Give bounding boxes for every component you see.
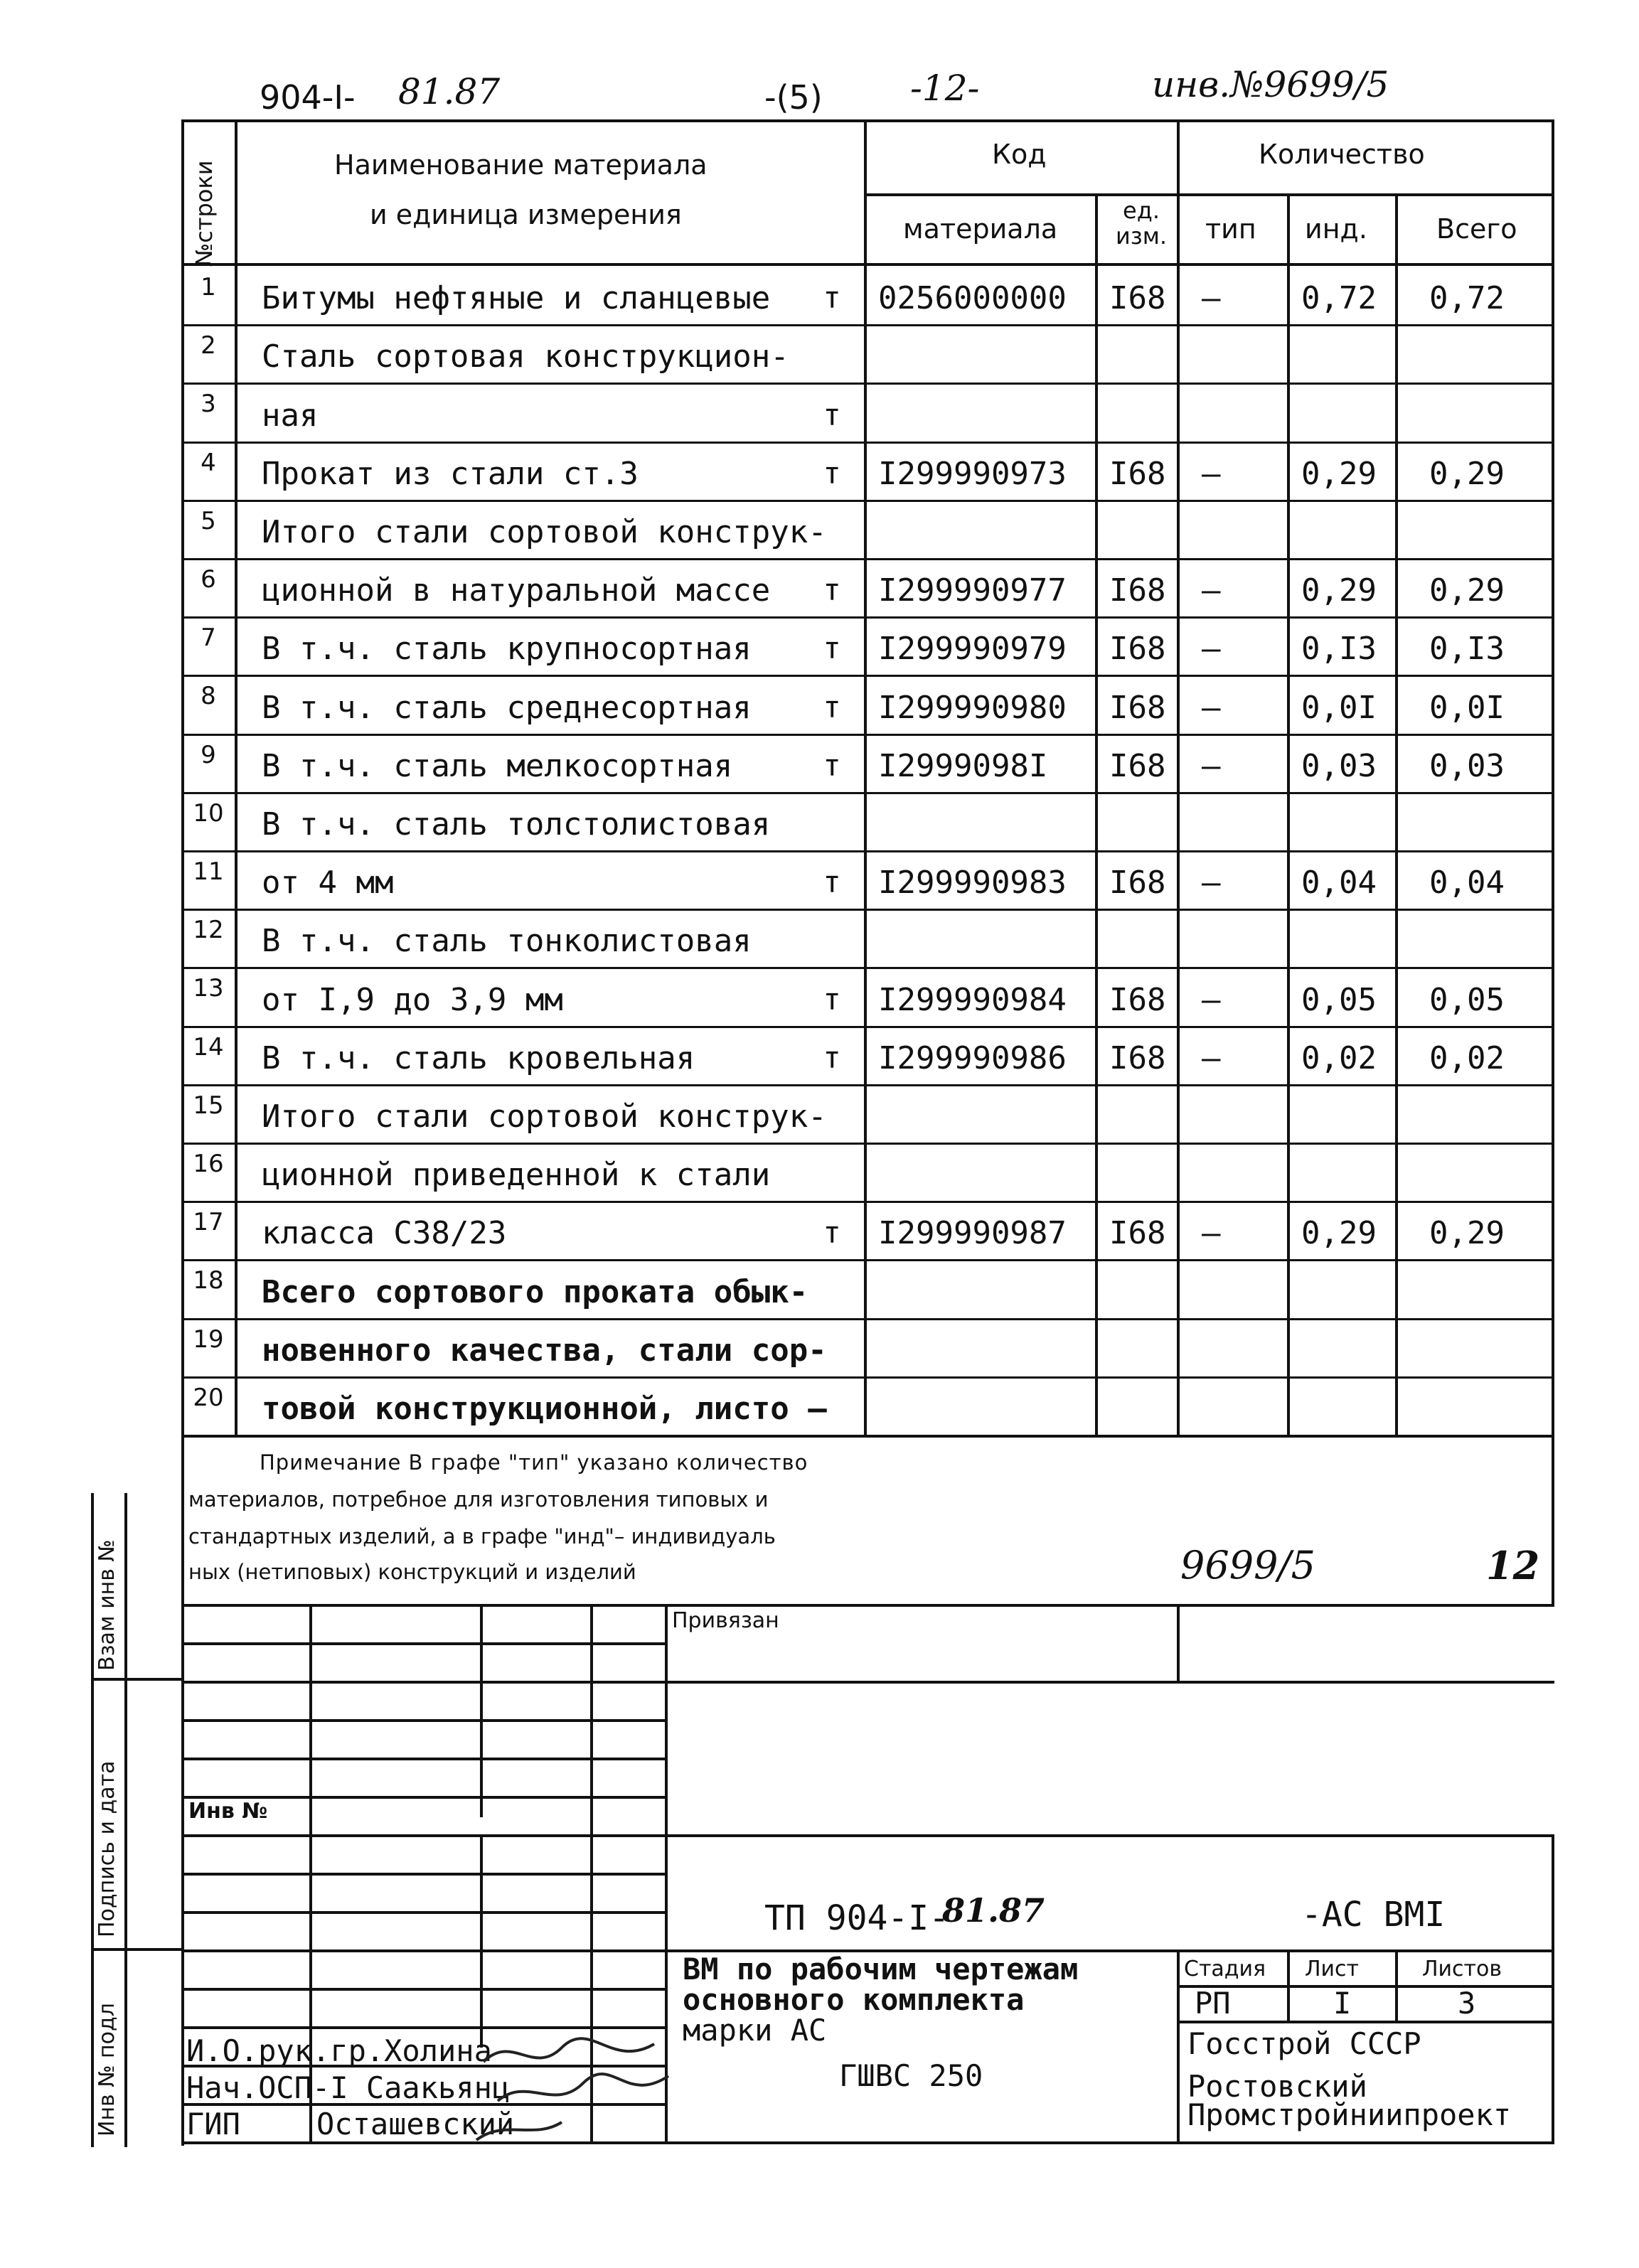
row-number: 9 <box>201 740 216 769</box>
stage-value: РП <box>1195 1986 1231 2021</box>
row-number: 7 <box>201 624 216 653</box>
unit-of-measure: т <box>823 631 841 666</box>
total-quantity: 0,29 <box>1429 1215 1505 1252</box>
material-name: Итого стали сортовой конструк- <box>262 514 827 550</box>
material-code: I299990987 <box>878 1215 1067 1252</box>
unit-code: I68 <box>1109 455 1166 492</box>
row-number: 14 <box>193 1032 224 1061</box>
row-number: 2 <box>201 331 216 360</box>
material-code: I299990980 <box>878 689 1067 726</box>
unit-of-measure: т <box>823 865 841 900</box>
material-name: от I,9 до 3,9 мм <box>262 981 563 1018</box>
part-number: -(5) <box>764 78 823 117</box>
row-number: 3 <box>201 390 216 419</box>
archive-number-handwritten: 9699/5 <box>1180 1543 1315 1588</box>
material-name: Всего сортового проката обык- <box>262 1273 808 1310</box>
material-name: ционной в натуральной массе <box>262 572 771 609</box>
row-number: 1 <box>201 273 216 301</box>
material-name: В т.ч. сталь крупносортная <box>262 631 752 668</box>
type-header: тип <box>1205 213 1256 245</box>
inv-original-label: Инв № подл <box>95 2003 119 2136</box>
material-name: Битумы нефтяные и сланцевые <box>262 280 771 317</box>
unit-code: I68 <box>1109 747 1166 784</box>
material-name: Итого стали сортовой конструк- <box>262 1098 827 1135</box>
document-mark: -АС ВМI <box>1301 1895 1446 1935</box>
individual-quantity: 0,0I <box>1301 689 1377 726</box>
material-name: Прокат из стали ст.3 <box>262 455 639 492</box>
individual-quantity: 0,I3 <box>1301 631 1377 668</box>
row-number: 13 <box>193 974 224 1003</box>
unit-of-measure: т <box>823 280 841 316</box>
unit-of-measure: т <box>823 1215 841 1251</box>
row-number: 15 <box>193 1091 224 1120</box>
signature-row-2: Нач.ОСП-I Саакьянц <box>186 2070 511 2105</box>
total-header: Всего <box>1436 213 1517 245</box>
unit-of-measure: т <box>823 455 841 491</box>
material-name: Сталь сортовая конструкцион- <box>262 338 789 375</box>
signature-row-3-name: Осташевский <box>316 2107 515 2141</box>
total-quantity: 0,72 <box>1429 280 1505 317</box>
material-name: В т.ч. сталь толстолистовая <box>262 806 771 843</box>
title-line3: марки АС <box>683 2013 827 2048</box>
row-number: 5 <box>201 506 216 535</box>
note-line2: материалов, потребное для изготовления типовых и <box>188 1487 769 1512</box>
sheets-value: 3 <box>1458 1986 1476 2021</box>
sheet-label: Лист <box>1305 1957 1360 1981</box>
material-code: I299990973 <box>878 455 1067 492</box>
type-quantity: – <box>1202 865 1221 902</box>
material-code: I299990979 <box>878 631 1067 668</box>
unit-of-measure: т <box>823 397 841 432</box>
material-name: В т.ч. сталь кровельная <box>262 1039 695 1076</box>
unit-of-measure: т <box>823 747 841 783</box>
title-line2: основного комплекта <box>683 1982 1025 2017</box>
attached-label: Привязан <box>672 1608 779 1633</box>
unit-code: I68 <box>1109 689 1166 726</box>
total-quantity: 0,29 <box>1429 455 1505 492</box>
page-number-handwritten: -12- <box>910 68 980 109</box>
unit-code: I68 <box>1109 1215 1166 1252</box>
unit-of-measure: т <box>823 689 841 724</box>
code-header: Код <box>992 139 1047 170</box>
row-number: 4 <box>201 448 216 477</box>
total-quantity: 0,0I <box>1429 689 1505 726</box>
type-quantity: – <box>1202 1039 1221 1076</box>
type-quantity: – <box>1202 280 1221 317</box>
signature-row-3-role: ГИП <box>186 2107 240 2141</box>
sheet-value: I <box>1333 1986 1352 2021</box>
note-line3: стандартных изделий, а в графе "инд"– индивидуаль <box>188 1524 776 1548</box>
project-code: ТП 904-I- <box>764 1898 950 1938</box>
signature-date-label: Подпись и дата <box>95 1760 119 1937</box>
total-quantity: 0,04 <box>1429 865 1505 902</box>
type-quantity: – <box>1202 747 1221 784</box>
organization-line2: Ростовский <box>1187 2069 1367 2104</box>
individual-quantity: 0,03 <box>1301 747 1377 784</box>
title-line1: ВМ по рабочим чертежам <box>683 1952 1079 1986</box>
row-number: 20 <box>193 1383 224 1412</box>
total-quantity: 0,02 <box>1429 1039 1505 1076</box>
type-quantity: – <box>1202 455 1221 492</box>
material-code-header: материала <box>903 213 1058 245</box>
row-number: 19 <box>193 1325 224 1354</box>
type-quantity: – <box>1202 631 1221 668</box>
row-number: 16 <box>193 1150 224 1178</box>
material-code: I299990983 <box>878 865 1067 902</box>
sheets-label: Листов <box>1422 1957 1502 1981</box>
material-name: класса С38/23 <box>262 1215 507 1252</box>
material-name: от 4 мм <box>262 865 394 902</box>
individual-quantity: 0,29 <box>1301 572 1377 609</box>
material-code: I299990986 <box>878 1039 1067 1076</box>
row-number: 17 <box>193 1208 224 1237</box>
unit-of-measure: т <box>823 1039 841 1075</box>
material-name: новенного качества, стали сор- <box>262 1332 827 1369</box>
type-quantity: – <box>1202 981 1221 1018</box>
signature-row-1: И.О.рук.гр.Холина <box>186 2033 492 2068</box>
note-line1: Примечание В графе "тип" указано количество <box>260 1450 808 1475</box>
project-code-handwritten: 81.87 <box>942 1891 1045 1930</box>
quantity-header: Количество <box>1259 139 1425 170</box>
material-code: I299990977 <box>878 572 1067 609</box>
individual-quantity: 0,72 <box>1301 280 1377 317</box>
material-name: товой конструкционной, листо – <box>262 1391 827 1427</box>
total-quantity: 0,03 <box>1429 747 1505 784</box>
type-quantity: – <box>1202 689 1221 726</box>
individual-quantity: 0,04 <box>1301 865 1377 902</box>
unit-code: I68 <box>1109 631 1166 668</box>
stage-label: Стадия <box>1184 1957 1266 1981</box>
unit-of-measure: т <box>823 981 841 1017</box>
type-quantity: – <box>1202 1215 1221 1252</box>
unit-code: I68 <box>1109 981 1166 1018</box>
material-name: В т.ч. сталь мелкосортная <box>262 747 733 784</box>
individual-quantity: 0,02 <box>1301 1039 1377 1076</box>
total-quantity: 0,I3 <box>1429 631 1505 668</box>
row-number: 10 <box>193 798 224 828</box>
name-header-line1: Наименование материала <box>334 149 708 181</box>
handwritten-signatures <box>469 2033 697 2147</box>
document-code: 904-I- <box>260 78 356 117</box>
title-line4: ГШВС 250 <box>839 2058 983 2093</box>
organization-line1: Госстрой СССР <box>1187 2026 1421 2061</box>
total-quantity: 0,05 <box>1429 981 1505 1018</box>
inventory-number-handwritten: инв.№9699/5 <box>1152 64 1389 105</box>
row-number: 8 <box>201 682 216 711</box>
ind-header: инд. <box>1305 213 1367 245</box>
name-header-line2: и единица измерения <box>370 199 682 230</box>
row-number: 18 <box>193 1266 224 1295</box>
individual-quantity: 0,29 <box>1301 1215 1377 1252</box>
material-code: 0256000000 <box>878 280 1067 317</box>
row-number: 12 <box>193 916 224 945</box>
unit-code-header: ед. изм. <box>1115 197 1168 250</box>
document-code-handwritten: 81.87 <box>398 71 501 112</box>
individual-quantity: 0,05 <box>1301 981 1377 1018</box>
type-quantity: – <box>1202 572 1221 609</box>
material-name: В т.ч. сталь тонколистовая <box>262 923 752 960</box>
material-name: В т.ч. сталь среднесортная <box>262 689 752 726</box>
row-number-header: №строки <box>191 160 218 267</box>
material-code: I2999098I <box>878 747 1048 784</box>
unit-of-measure: т <box>823 572 841 608</box>
organization-line3: Промстройниипроект <box>1187 2097 1512 2132</box>
unit-code: I68 <box>1109 865 1166 902</box>
replace-inv-label: Взам инв № <box>95 1539 119 1671</box>
inv-number-label: Инв № <box>188 1799 268 1824</box>
total-quantity: 0,29 <box>1429 572 1505 609</box>
individual-quantity: 0,29 <box>1301 455 1377 492</box>
material-code: I299990984 <box>878 981 1067 1018</box>
note-line4: ных (нетиповых) конструкций и изделий <box>188 1560 636 1584</box>
row-number: 6 <box>201 565 216 594</box>
unit-code: I68 <box>1109 280 1166 317</box>
unit-code: I68 <box>1109 1039 1166 1076</box>
material-name: ная <box>262 397 319 434</box>
material-name: ционной приведенной к стали <box>262 1157 771 1194</box>
row-number: 11 <box>193 857 224 886</box>
page-handwritten: 12 <box>1486 1543 1540 1588</box>
unit-code: I68 <box>1109 572 1166 609</box>
